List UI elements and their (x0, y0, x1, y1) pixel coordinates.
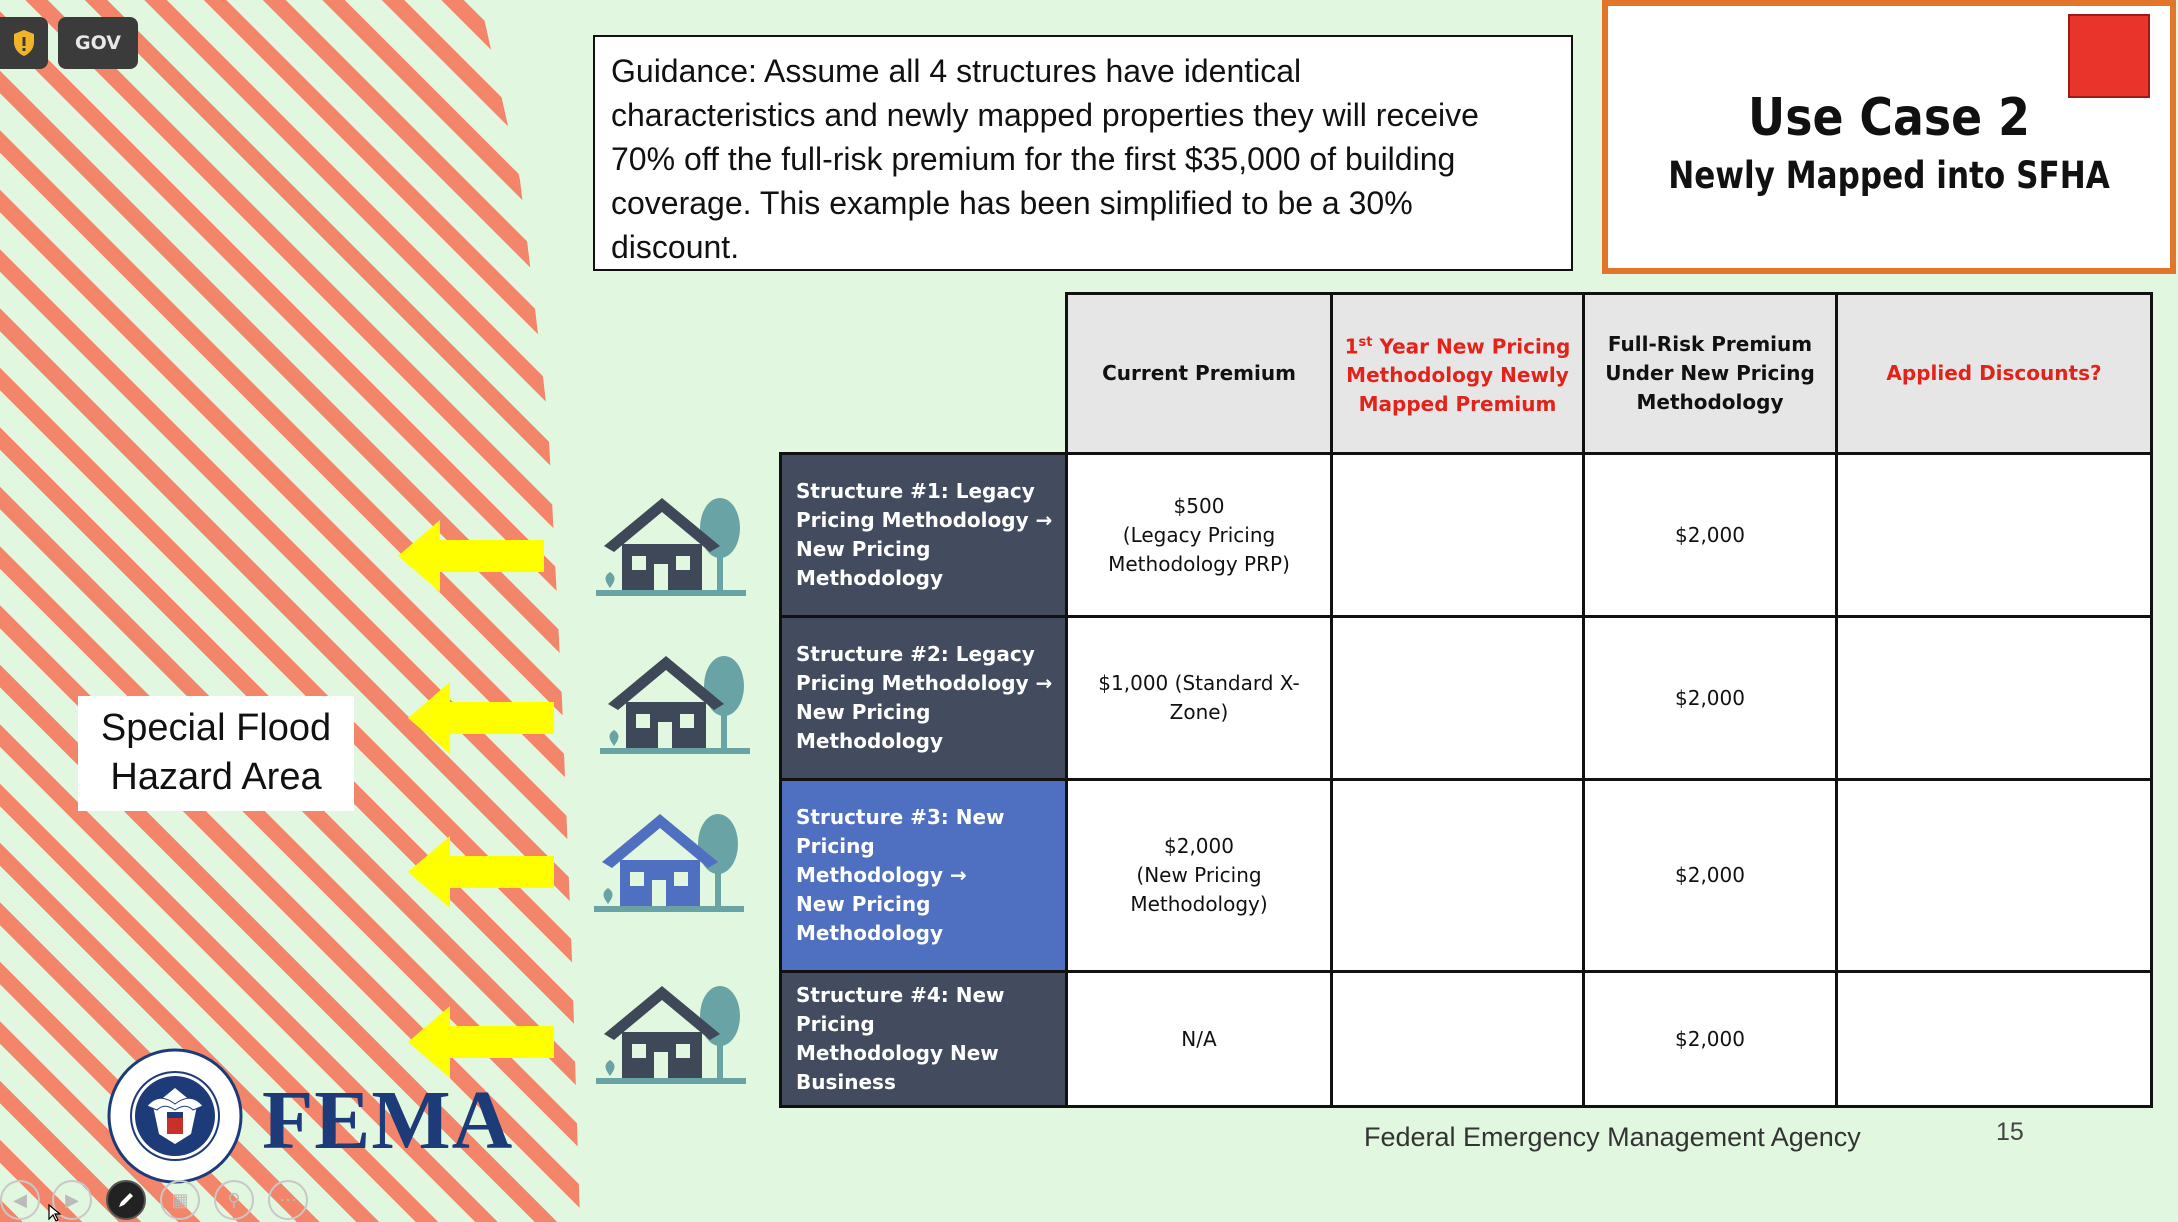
header-first-year-line1: Year New Pricing (1372, 334, 1571, 359)
row-label-line: New Pricing (796, 537, 931, 561)
more-icon: ⋯ (279, 1189, 297, 1210)
guidance-line: discount. (611, 229, 740, 265)
security-button[interactable] (0, 17, 48, 69)
cell-current-premium (1067, 454, 1332, 617)
header-first-year-line2: Methodology Newly (1346, 363, 1569, 388)
cell-full-risk-premium: $2,000 (1584, 972, 1837, 1107)
header-current-premium: Current Premium (1067, 294, 1332, 454)
cell-first-year-premium (1332, 780, 1584, 972)
cell-applied-discount (1837, 617, 2152, 780)
play-icon: ▶ (65, 1189, 79, 1210)
row-label-structure-3 (781, 780, 1067, 972)
row-label-line: Structure #3: New Pricing (796, 805, 1005, 858)
row-label-line: New Pricing (796, 700, 931, 724)
cell-line: Zone) (1169, 700, 1229, 724)
pen-button[interactable] (106, 1180, 146, 1220)
house-icon (600, 652, 750, 756)
cell-full-risk-premium: $2,000 (1584, 780, 1837, 972)
header-applied-discounts: Applied Discounts? (1837, 294, 2152, 454)
table-row (781, 454, 2152, 617)
row-label-line: Methodology (796, 921, 944, 945)
cell-line: (New Pricing (1136, 863, 1262, 887)
cell-applied-discount (1837, 454, 2152, 617)
row-label-structure-2 (781, 617, 1067, 780)
guidance-line: characteristics and newly mapped properties they will receive (611, 97, 1479, 133)
table-header-row (781, 294, 2152, 454)
cell-full-risk-premium: $2,000 (1584, 617, 1837, 780)
cell-line: $500 (1173, 493, 1225, 518)
guidance-box (593, 35, 1573, 271)
cell-first-year-premium (1332, 454, 1584, 617)
row-label-line: New Pricing (796, 892, 931, 916)
header-full-risk-line1: Full-Risk Premium (1607, 332, 1813, 356)
row-label-line: Structure #1: Legacy (796, 479, 1035, 503)
gov-button[interactable]: GOV (58, 17, 138, 69)
cell-current-premium (1067, 972, 1332, 1107)
guidance-line: coverage. This example has been simplified to be a 30% (611, 185, 1413, 221)
cell-first-year-premium (1332, 617, 1584, 780)
arrow-left-icon (398, 520, 546, 592)
house-icon (596, 982, 746, 1086)
cell-line: Methodology) (1130, 892, 1268, 916)
prev-slide-button[interactable] (0, 1180, 40, 1220)
zoom-icon: ⚲ (227, 1189, 241, 1210)
footer-agency: Federal Emergency Management Agency (1364, 1122, 1861, 1152)
sfha-label-line: Special Flood (100, 707, 332, 749)
use-case-red-marker (2068, 14, 2150, 98)
row-label-line: Pricing Methodology → (796, 508, 1053, 532)
shield-icon (12, 29, 36, 57)
header-first-year-sup: st (1358, 334, 1373, 350)
sfha-label-line: Hazard Area (110, 756, 322, 798)
more-button[interactable] (268, 1180, 308, 1220)
guidance-line: 70% off the full-risk premium for the first $35,000 of building (611, 141, 1456, 177)
slides-icon: ▦ (171, 1189, 189, 1210)
slides-button[interactable] (160, 1180, 200, 1220)
cell-line: $2,000 (1164, 834, 1234, 858)
cell-applied-discount (1837, 972, 2152, 1107)
premium-table (779, 292, 2153, 1108)
arrow-left-icon (408, 836, 556, 908)
house-icon (594, 810, 744, 914)
use-case-subtitle: Newly Mapped into SFHA (1668, 154, 2110, 197)
cell-line: N/A (1181, 1026, 1217, 1051)
fema-logo: FEMA (262, 1074, 514, 1167)
pen-icon (116, 1190, 136, 1210)
cell-current-premium (1067, 617, 1332, 780)
cell-line: (Legacy Pricing (1122, 522, 1276, 547)
row-label-structure-1 (781, 454, 1067, 617)
cell-first-year-premium (1332, 972, 1584, 1107)
cell-full-risk-premium: $2,000 (1584, 454, 1837, 617)
header-full-risk-line3: Methodology (1636, 390, 1784, 414)
table-row (781, 617, 2152, 780)
header-first-year-premium (1332, 294, 1584, 454)
zoom-button[interactable] (214, 1180, 254, 1220)
header-full-risk-premium (1584, 294, 1837, 454)
arrow-left-icon (408, 1006, 556, 1078)
prev-icon: ◀ (13, 1189, 27, 1210)
cell-applied-discount (1837, 780, 2152, 972)
row-label-structure-4 (781, 972, 1067, 1107)
row-label-line: Structure #2: Legacy (796, 642, 1035, 666)
row-label-line: Structure #4: New Pricing (796, 983, 1005, 1036)
row-label-line: Methodology (796, 729, 944, 753)
row-label-line: Methodology → (796, 863, 967, 887)
arrow-left-icon (408, 682, 556, 754)
header-first-year-number: 1 (1344, 334, 1359, 359)
use-case-box (1602, 0, 2176, 274)
cursor-icon (48, 1204, 64, 1222)
use-case-title: Use Case 2 (1748, 88, 2030, 148)
cell-line: $1,000 (Standard X- (1098, 671, 1300, 695)
page-number: 15 (1996, 1118, 2024, 1146)
dhs-seal-icon (107, 1048, 243, 1184)
table-corner (781, 294, 1067, 454)
header-first-year-line3: Mapped Premium (1358, 392, 1557, 417)
house-icon (596, 494, 746, 598)
guidance-line: Guidance: Assume all 4 structures have identical (611, 53, 1302, 89)
sfha-label (78, 696, 354, 811)
table-row (781, 972, 2152, 1107)
row-label-line: Methodology New (796, 1041, 999, 1065)
cell-current-premium (1067, 780, 1332, 972)
row-label-line: Pricing Methodology → (796, 671, 1053, 695)
table-row (781, 780, 2152, 972)
cell-line: Methodology PRP) (1108, 551, 1290, 576)
header-full-risk-line2: Under New Pricing (1605, 361, 1815, 385)
row-label-line: Business (796, 1070, 896, 1094)
row-label-line: Methodology (796, 566, 944, 590)
